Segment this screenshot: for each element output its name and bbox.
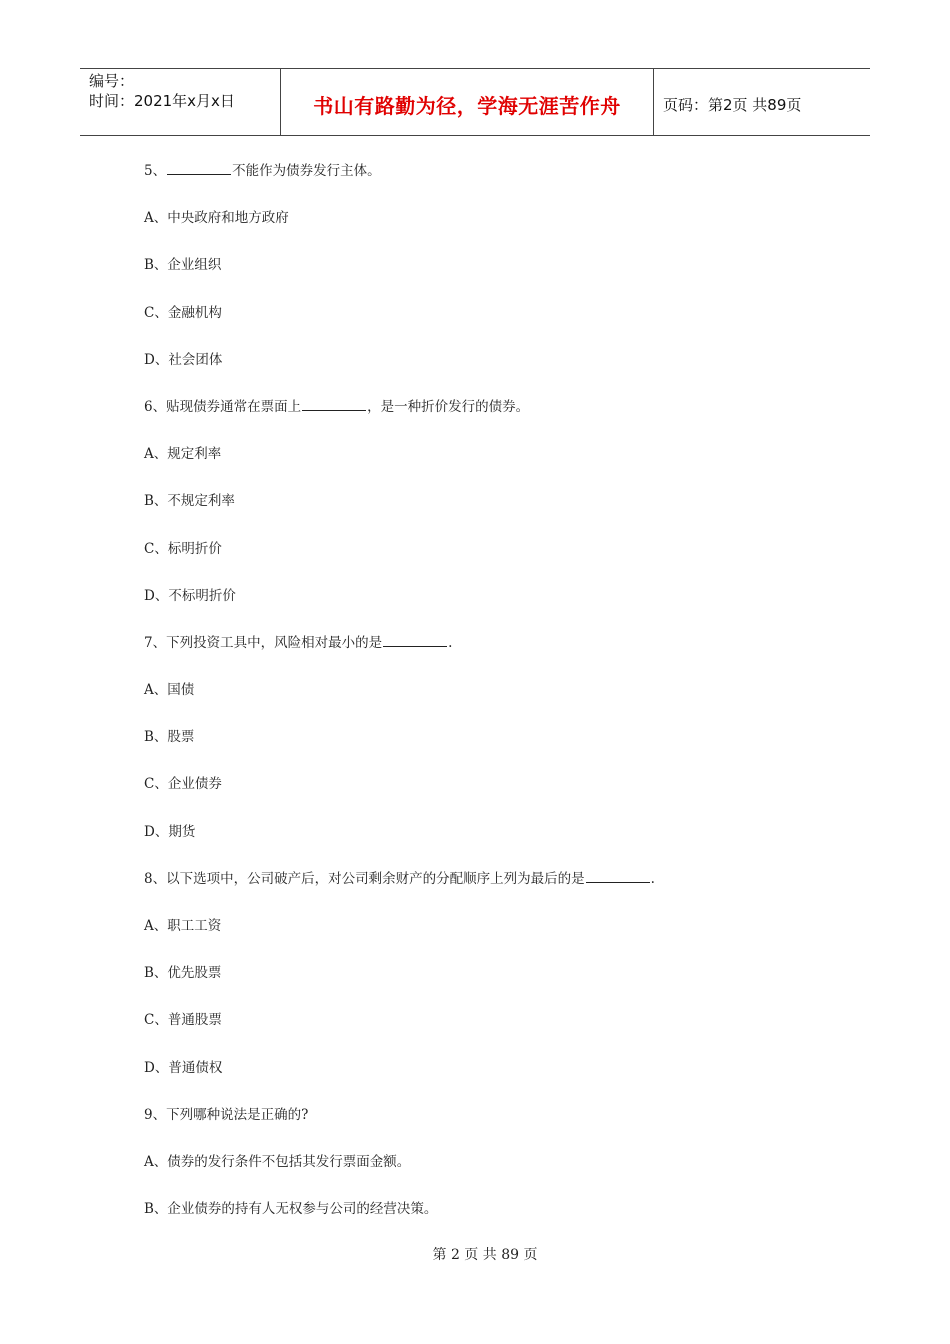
question-stem bbox=[144, 630, 844, 677]
answer-option: C、标明折价 bbox=[144, 540, 222, 557]
question-stem-text: 5、 bbox=[144, 163, 167, 179]
answer-option: D、不标明折价 bbox=[144, 587, 236, 604]
answer-blank bbox=[302, 397, 366, 411]
answer-option: D、普通债权 bbox=[144, 1059, 223, 1076]
header-meta bbox=[80, 69, 281, 135]
answer-option: A、债券的发行条件不包括其发行票面金额。 bbox=[144, 1153, 411, 1170]
page-footer bbox=[0, 1244, 950, 1264]
question-stem bbox=[144, 158, 844, 205]
answer-option: B、企业债券的持有人无权参与公司的经营决策。 bbox=[144, 1201, 438, 1218]
answer-blank bbox=[167, 161, 231, 175]
answer-option: A、国债 bbox=[144, 682, 195, 699]
answer-option: B、优先股票 bbox=[144, 965, 222, 982]
answer-blank bbox=[383, 633, 447, 647]
question-stem-text: 不能作为债券发行主体。 bbox=[232, 163, 381, 179]
answer-option: C、普通股票 bbox=[144, 1012, 222, 1029]
page-header bbox=[80, 68, 870, 136]
date-label: 时间：2021年x月x日 bbox=[89, 92, 235, 110]
answer-option: B、股票 bbox=[144, 729, 195, 746]
question-stem-text: . bbox=[650, 870, 655, 887]
question-stem-text: . bbox=[448, 634, 453, 651]
question-stem-text: 8、以下选项中，公司破产后，对公司剩余财产的分配顺序上列为最后的是 bbox=[144, 870, 585, 887]
answer-option: A、规定利率 bbox=[144, 446, 222, 463]
header-motto-cell bbox=[281, 69, 654, 135]
answer-option: D、期货 bbox=[144, 823, 196, 840]
answer-blank bbox=[586, 869, 650, 883]
answer-option: C、金融机构 bbox=[144, 304, 222, 321]
question-stem-text: 7、下列投资工具中，风险相对最小的是 bbox=[144, 634, 383, 651]
answer-option: B、不规定利率 bbox=[144, 493, 235, 510]
question-stem bbox=[144, 866, 844, 913]
question-stem: 9、下列哪种说法是正确的? bbox=[144, 1106, 309, 1123]
answer-option: C、企业债券 bbox=[144, 776, 222, 793]
answer-option: A、中央政府和地方政府 bbox=[144, 210, 289, 227]
question-list bbox=[144, 158, 844, 1243]
answer-option: A、职工工资 bbox=[144, 918, 222, 934]
header-page-number: 页码：第2页 共89页 bbox=[663, 95, 802, 114]
serial-number-label: 编号： bbox=[89, 72, 135, 90]
footer-page-number: 第 2 页 共 89 页 bbox=[432, 1247, 538, 1263]
question-stem-text: 6、贴现债券通常在票面上 bbox=[144, 398, 302, 415]
question-stem-text: ，是一种折价发行的债券。 bbox=[367, 398, 530, 415]
answer-option: D、社会团体 bbox=[144, 351, 223, 368]
answer-option: B、企业组织 bbox=[144, 257, 222, 274]
header-page-cell bbox=[654, 69, 870, 135]
question-stem bbox=[144, 394, 844, 441]
motto-text: 书山有路勤为径，学海无涯苦作舟 bbox=[313, 93, 621, 118]
